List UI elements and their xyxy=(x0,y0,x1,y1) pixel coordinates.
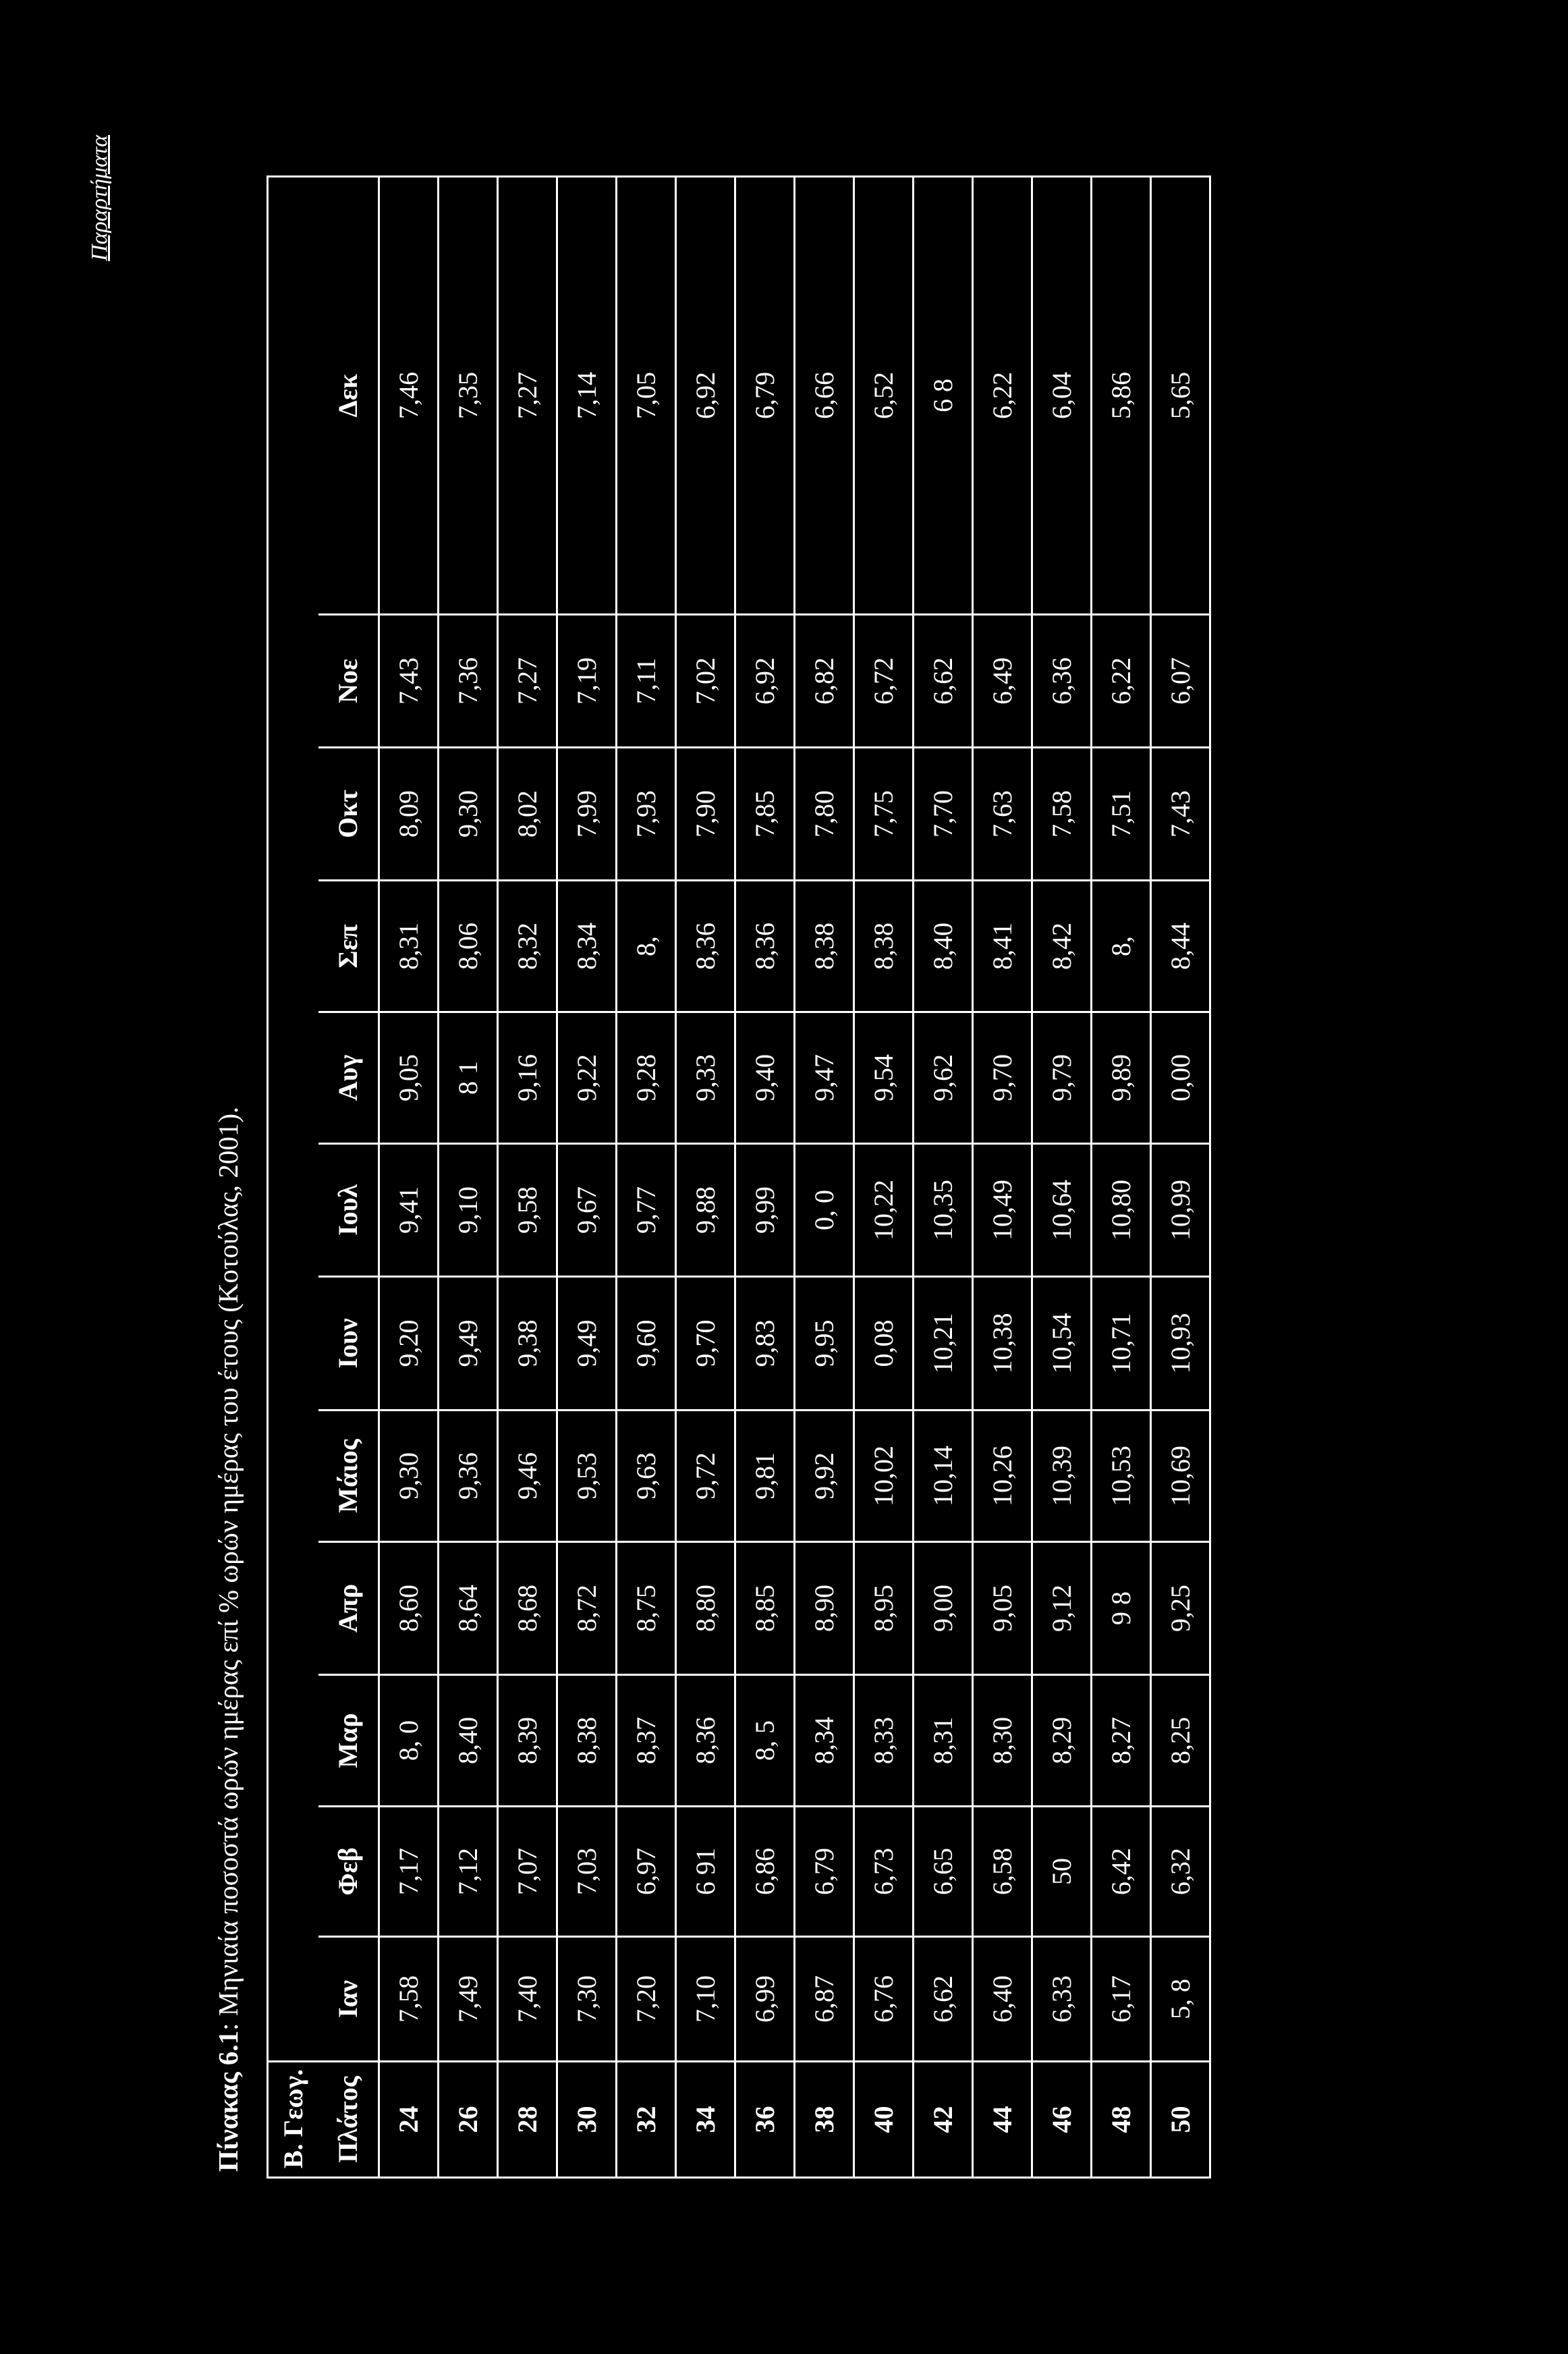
value-cell: 6,62 xyxy=(914,1937,973,2062)
latitude-cell: 28 xyxy=(498,2062,557,2178)
table-row xyxy=(1032,177,1092,2178)
value-cell: 8,29 xyxy=(1032,1675,1092,1807)
value-cell: 8,06 xyxy=(439,881,498,1012)
table-row xyxy=(973,177,1032,2178)
value-cell: 9,67 xyxy=(557,1144,617,1277)
value-cell: 9,83 xyxy=(735,1277,795,1411)
latitude-cell: 24 xyxy=(379,2062,439,2178)
latitude-cell: 38 xyxy=(795,2062,854,2178)
value-cell: 8,95 xyxy=(854,1542,914,1675)
value-cell: 10,02 xyxy=(854,1411,914,1542)
value-cell: 9,89 xyxy=(1092,1012,1151,1144)
value-cell: 7,07 xyxy=(498,1807,557,1937)
value-cell: 6,65 xyxy=(914,1807,973,1937)
value-cell: 6,76 xyxy=(854,1937,914,2062)
value-cell: 0,00 xyxy=(1151,1012,1210,1144)
value-cell: 9,60 xyxy=(617,1277,676,1411)
value-cell: 9,28 xyxy=(617,1012,676,1144)
value-cell: 8,37 xyxy=(617,1675,676,1807)
running-header: Παραρτήματα xyxy=(87,135,112,261)
latitude-cell: 48 xyxy=(1092,2062,1151,2178)
value-cell: 9,58 xyxy=(498,1144,557,1277)
value-cell: 8,85 xyxy=(735,1542,795,1675)
value-cell: 7,75 xyxy=(854,748,914,881)
value-cell: 6,49 xyxy=(973,615,1032,748)
table-row xyxy=(676,177,735,2178)
value-cell: 8,68 xyxy=(498,1542,557,1675)
month-header-12: Δεκ xyxy=(318,177,379,615)
value-cell: 5,65 xyxy=(1151,177,1210,615)
value-cell: 9,20 xyxy=(379,1277,439,1411)
month-header-1: Ιαν xyxy=(318,1937,379,2062)
value-cell: 8,44 xyxy=(1151,881,1210,1012)
value-cell: 6,92 xyxy=(676,177,735,615)
value-cell: 10,26 xyxy=(973,1411,1032,1542)
value-cell: 9,63 xyxy=(617,1411,676,1542)
value-cell: 8,09 xyxy=(379,748,439,881)
value-cell: 8, 0 xyxy=(379,1675,439,1807)
value-cell: 10,80 xyxy=(1092,1144,1151,1277)
header-spacer xyxy=(268,177,318,2062)
value-cell: 8,60 xyxy=(379,1542,439,1675)
value-cell: 10,49 xyxy=(973,1144,1032,1277)
value-cell: 8,64 xyxy=(439,1542,498,1675)
value-cell: 8,42 xyxy=(1032,881,1092,1012)
value-cell: 9,62 xyxy=(914,1012,973,1144)
value-cell: 7,46 xyxy=(379,177,439,615)
value-cell: 7,49 xyxy=(439,1937,498,2062)
table-row xyxy=(1151,177,1210,2178)
hemisphere-header: Β. Γεωγ. xyxy=(268,2062,318,2178)
value-cell: 7,40 xyxy=(498,1937,557,2062)
value-cell: 10,14 xyxy=(914,1411,973,1542)
value-cell: 10,93 xyxy=(1151,1277,1210,1411)
value-cell: 7,85 xyxy=(735,748,795,881)
table-row xyxy=(617,177,676,2178)
table-row xyxy=(379,177,439,2178)
value-cell: 7,14 xyxy=(557,177,617,615)
value-cell: 9,81 xyxy=(735,1411,795,1542)
value-cell: 10,69 xyxy=(1151,1411,1210,1542)
value-cell: 9,00 xyxy=(914,1542,973,1675)
value-cell: 6,97 xyxy=(617,1807,676,1937)
value-cell: 9,33 xyxy=(676,1012,735,1144)
value-cell: 9,54 xyxy=(854,1012,914,1144)
latitude-cell: 36 xyxy=(735,2062,795,2178)
value-cell: 7,90 xyxy=(676,748,735,881)
latitude-cell: 50 xyxy=(1151,2062,1210,2178)
latitude-cell: 42 xyxy=(914,2062,973,2178)
value-cell: 9,22 xyxy=(557,1012,617,1144)
value-cell: 7,43 xyxy=(1151,748,1210,881)
value-cell: 9,30 xyxy=(379,1411,439,1542)
value-cell: 6,22 xyxy=(973,177,1032,615)
value-cell: 8,40 xyxy=(439,1675,498,1807)
value-cell: 7,20 xyxy=(617,1937,676,2062)
value-cell: 8,33 xyxy=(854,1675,914,1807)
value-cell: 9,49 xyxy=(439,1277,498,1411)
value-cell: 6,04 xyxy=(1032,177,1092,615)
value-cell: 8,90 xyxy=(795,1542,854,1675)
value-cell: 9,05 xyxy=(379,1012,439,1144)
table-header-row-months xyxy=(318,177,379,2178)
value-cell: 9,47 xyxy=(795,1012,854,1144)
value-cell: 9,36 xyxy=(439,1411,498,1542)
value-cell: 8,80 xyxy=(676,1542,735,1675)
table-row xyxy=(914,177,973,2178)
month-header-4: Απρ xyxy=(318,1542,379,1675)
value-cell: 9,16 xyxy=(498,1012,557,1144)
value-cell: 8,40 xyxy=(914,881,973,1012)
value-cell: 6 91 xyxy=(676,1807,735,1937)
value-cell: 7,35 xyxy=(439,177,498,615)
value-cell: 10,39 xyxy=(1032,1411,1092,1542)
value-cell: 7,36 xyxy=(439,615,498,748)
value-cell: 0, 0 xyxy=(795,1144,854,1277)
value-cell: 6,82 xyxy=(795,615,854,748)
value-cell: 9 8 xyxy=(1092,1542,1151,1675)
table-row xyxy=(735,177,795,2178)
value-cell: 9,40 xyxy=(735,1012,795,1144)
value-cell: 7,11 xyxy=(617,615,676,748)
value-cell: 5, 8 xyxy=(1151,1937,1210,2062)
value-cell: 6,73 xyxy=(854,1807,914,1937)
value-cell: 7,03 xyxy=(557,1807,617,1937)
value-cell: 10,54 xyxy=(1032,1277,1092,1411)
value-cell: 8, 5 xyxy=(735,1675,795,1807)
value-cell: 10,71 xyxy=(1092,1277,1151,1411)
value-cell: 7,51 xyxy=(1092,748,1151,881)
value-cell: 10,21 xyxy=(914,1277,973,1411)
month-header-6: Ιουν xyxy=(318,1277,379,1411)
table-row xyxy=(1092,177,1151,2178)
value-cell: 7,30 xyxy=(557,1937,617,2062)
value-cell: 6,99 xyxy=(735,1937,795,2062)
value-cell: 8, xyxy=(1092,881,1151,1012)
value-cell: 8,27 xyxy=(1092,1675,1151,1807)
value-cell: 6,17 xyxy=(1092,1937,1151,2062)
value-cell: 8,31 xyxy=(379,881,439,1012)
month-header-11: Νοε xyxy=(318,615,379,748)
value-cell: 6,22 xyxy=(1092,615,1151,748)
month-header-9: Σεπ xyxy=(318,881,379,1012)
value-cell: 10,99 xyxy=(1151,1144,1210,1277)
value-cell: 8,36 xyxy=(735,881,795,1012)
value-cell: 8,32 xyxy=(498,881,557,1012)
value-cell: 6,72 xyxy=(854,615,914,748)
value-cell: 8,36 xyxy=(676,881,735,1012)
value-cell: 8,36 xyxy=(676,1675,735,1807)
value-cell: 9,30 xyxy=(439,748,498,881)
value-cell: 9,79 xyxy=(1032,1012,1092,1144)
value-cell: 10,38 xyxy=(973,1277,1032,1411)
value-cell: 9,72 xyxy=(676,1411,735,1542)
table-row xyxy=(557,177,617,2178)
latitude-cell: 46 xyxy=(1032,2062,1092,2178)
value-cell: 7,63 xyxy=(973,748,1032,881)
value-cell: 6,79 xyxy=(735,177,795,615)
value-cell: 8 1 xyxy=(439,1012,498,1144)
table-body xyxy=(268,177,1210,2178)
value-cell: 6,62 xyxy=(914,615,973,748)
table-row xyxy=(795,177,854,2178)
value-cell: 6,87 xyxy=(795,1937,854,2062)
value-cell: 9,41 xyxy=(379,1144,439,1277)
value-cell: 8,25 xyxy=(1151,1675,1210,1807)
value-cell: 8,41 xyxy=(973,881,1032,1012)
value-cell: 9,38 xyxy=(498,1277,557,1411)
value-cell: 0,08 xyxy=(854,1277,914,1411)
latitude-cell: 34 xyxy=(676,2062,735,2178)
table-row xyxy=(439,177,498,2178)
value-cell: 6 8 xyxy=(914,177,973,615)
daylight-hours-table xyxy=(267,175,1211,2179)
value-cell: 8,72 xyxy=(557,1542,617,1675)
value-cell: 7,43 xyxy=(379,615,439,748)
value-cell: 6,07 xyxy=(1151,615,1210,748)
value-cell: 9,99 xyxy=(735,1144,795,1277)
value-cell: 9,77 xyxy=(617,1144,676,1277)
latitude-cell: 44 xyxy=(973,2062,1032,2178)
value-cell: 6,33 xyxy=(1032,1937,1092,2062)
value-cell: 7,93 xyxy=(617,748,676,881)
rotated-page-content xyxy=(199,177,1211,2179)
table-row xyxy=(854,177,914,2178)
table-header-row-hemisphere xyxy=(268,177,318,2178)
value-cell: 7,02 xyxy=(676,615,735,748)
value-cell: 9,10 xyxy=(439,1144,498,1277)
value-cell: 6,36 xyxy=(1032,615,1092,748)
month-header-2: Φεβ xyxy=(318,1807,379,1937)
month-header-10: Οκτ xyxy=(318,748,379,881)
value-cell: 6,92 xyxy=(735,615,795,748)
latitude-cell: 40 xyxy=(854,2062,914,2178)
latitude-cell: 32 xyxy=(617,2062,676,2178)
value-cell: 8,30 xyxy=(973,1675,1032,1807)
value-cell: 8,38 xyxy=(795,881,854,1012)
value-cell: 9,95 xyxy=(795,1277,854,1411)
table-row xyxy=(498,177,557,2178)
value-cell: 9,92 xyxy=(795,1411,854,1542)
latitude-cell: 26 xyxy=(439,2062,498,2178)
value-cell: 10,64 xyxy=(1032,1144,1092,1277)
value-cell: 50 xyxy=(1032,1807,1092,1937)
value-cell: 7,19 xyxy=(557,615,617,748)
value-cell: 9,05 xyxy=(973,1542,1032,1675)
value-cell: 6,58 xyxy=(973,1807,1032,1937)
value-cell: 5,86 xyxy=(1092,177,1151,615)
value-cell: 6,32 xyxy=(1151,1807,1210,1937)
month-header-5: Μάιος xyxy=(318,1411,379,1542)
value-cell: 7,27 xyxy=(498,177,557,615)
value-cell: 7,80 xyxy=(795,748,854,881)
caption-label: Πίνακας 6.1 xyxy=(213,2030,244,2172)
value-cell: 8,02 xyxy=(498,748,557,881)
table-caption xyxy=(204,1107,252,2172)
value-cell: 6,86 xyxy=(735,1807,795,1937)
value-cell: 7,99 xyxy=(557,748,617,881)
value-cell: 7,58 xyxy=(1032,748,1092,881)
month-header-8: Αυγ xyxy=(318,1012,379,1144)
latitude-cell: 30 xyxy=(557,2062,617,2178)
value-cell: 8,38 xyxy=(854,881,914,1012)
value-cell: 7,70 xyxy=(914,748,973,881)
value-cell: 7,12 xyxy=(439,1807,498,1937)
latitude-header: Πλάτος xyxy=(318,2062,379,2178)
value-cell: 9,46 xyxy=(498,1411,557,1542)
value-cell: 10,35 xyxy=(914,1144,973,1277)
caption-text: : Μηνιαία ποσοστά ωρών ημέρας επί % ωρών ημέρας του έτους (Κοτούλας, 2001). xyxy=(213,1106,244,2031)
value-cell: 9,88 xyxy=(676,1144,735,1277)
value-cell: 9,70 xyxy=(973,1012,1032,1144)
value-cell: 8,34 xyxy=(557,881,617,1012)
value-cell: 6,66 xyxy=(795,177,854,615)
value-cell: 8, xyxy=(617,881,676,1012)
value-cell: 6,52 xyxy=(854,177,914,615)
value-cell: 9,12 xyxy=(1032,1542,1092,1675)
value-cell: 8,34 xyxy=(795,1675,854,1807)
value-cell: 6,79 xyxy=(795,1807,854,1937)
value-cell: 9,53 xyxy=(557,1411,617,1542)
value-cell: 9,25 xyxy=(1151,1542,1210,1675)
value-cell: 10,22 xyxy=(854,1144,914,1277)
month-header-3: Μαρ xyxy=(318,1675,379,1807)
value-cell: 7,10 xyxy=(676,1937,735,2062)
value-cell: 6,42 xyxy=(1092,1807,1151,1937)
value-cell: 10,53 xyxy=(1092,1411,1151,1542)
value-cell: 8,75 xyxy=(617,1542,676,1675)
month-header-7: Ιουλ xyxy=(318,1144,379,1277)
value-cell: 8,31 xyxy=(914,1675,973,1807)
value-cell: 7,27 xyxy=(498,615,557,748)
value-cell: 7,05 xyxy=(617,177,676,615)
value-cell: 9,49 xyxy=(557,1277,617,1411)
value-cell: 7,58 xyxy=(379,1937,439,2062)
value-cell: 8,38 xyxy=(557,1675,617,1807)
value-cell: 6,40 xyxy=(973,1937,1032,2062)
value-cell: 7,17 xyxy=(379,1807,439,1937)
value-cell: 8,39 xyxy=(498,1675,557,1807)
value-cell: 9,70 xyxy=(676,1277,735,1411)
